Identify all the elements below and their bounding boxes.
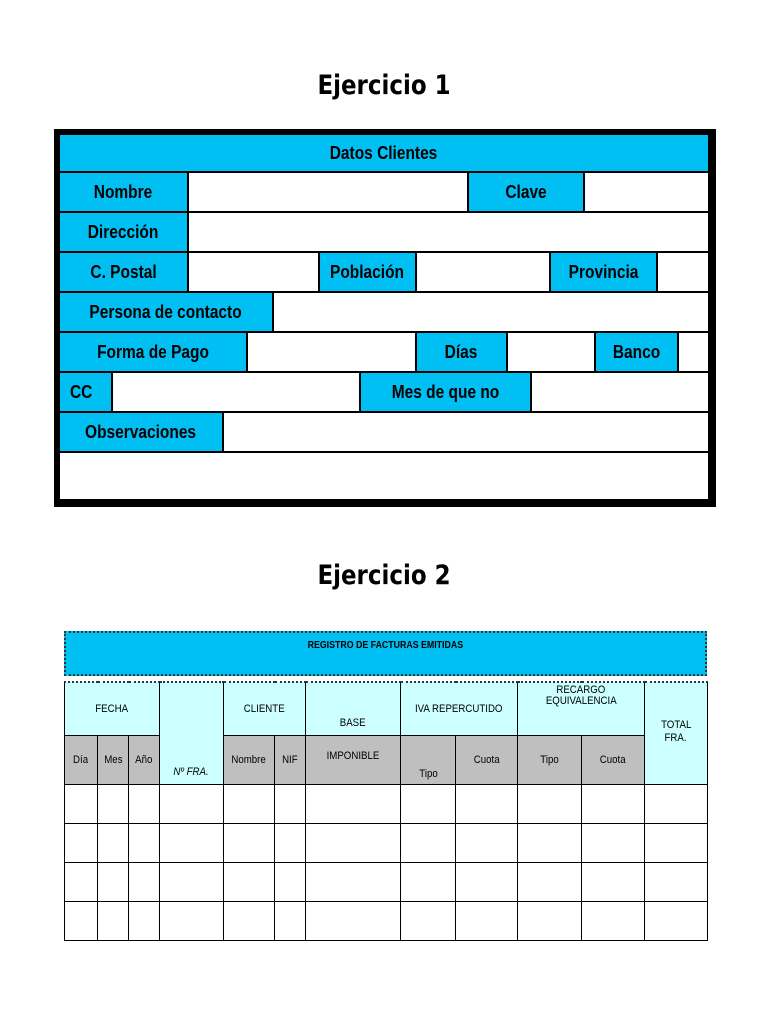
table-cell[interactable] xyxy=(518,784,582,823)
table-cell[interactable] xyxy=(401,862,456,901)
table-cell[interactable] xyxy=(582,823,645,862)
label-poblacion: Población xyxy=(318,251,417,293)
label-banco: Banco xyxy=(594,331,679,373)
banco-field[interactable] xyxy=(677,331,710,373)
label-clave: Clave xyxy=(467,171,585,213)
label-direccion: Dirección xyxy=(58,211,189,253)
table-cell[interactable] xyxy=(306,901,401,940)
label-mes: Mes de que no xyxy=(359,371,532,413)
table-cell[interactable] xyxy=(582,784,645,823)
table-cell[interactable] xyxy=(65,784,98,823)
table-row xyxy=(65,901,708,940)
table-cell[interactable] xyxy=(456,901,518,940)
label-nombre: Nombre xyxy=(58,171,189,213)
table-cell[interactable] xyxy=(518,823,582,862)
poblacion-field[interactable] xyxy=(415,251,551,293)
table-row xyxy=(65,823,708,862)
nombre-field[interactable] xyxy=(187,171,469,213)
col-total-fra: TOTAL FRA. xyxy=(645,682,708,784)
table-cell[interactable] xyxy=(160,901,224,940)
table-cell[interactable] xyxy=(456,784,518,823)
group-fecha: FECHA xyxy=(65,682,160,735)
label-cpostal: C. Postal xyxy=(58,251,189,293)
col-nombre: Nombre xyxy=(224,735,275,784)
table-cell[interactable] xyxy=(306,862,401,901)
table-cell[interactable] xyxy=(582,862,645,901)
register-header: REGISTRO DE FACTURAS EMITIDAS xyxy=(64,631,707,676)
col-nfra: Nº FRA. xyxy=(160,682,224,784)
table-cell[interactable] xyxy=(582,901,645,940)
observaciones-extra-field[interactable] xyxy=(58,451,710,501)
label-contacto: Persona de contacto xyxy=(58,291,274,333)
label-observaciones: Observaciones xyxy=(58,411,224,453)
table-row xyxy=(65,784,708,823)
col-iva-cuota: Cuota xyxy=(456,735,518,784)
table-cell[interactable] xyxy=(224,901,275,940)
table-cell[interactable] xyxy=(224,784,275,823)
table-cell[interactable] xyxy=(129,901,160,940)
table-cell[interactable] xyxy=(518,901,582,940)
mes-field[interactable] xyxy=(530,371,710,413)
table-cell[interactable] xyxy=(275,823,306,862)
col-nif: NIF xyxy=(275,735,306,784)
forma-pago-field[interactable] xyxy=(246,331,417,373)
col-dia: Día xyxy=(65,735,98,784)
table-cell[interactable] xyxy=(98,862,129,901)
table-cell[interactable] xyxy=(65,901,98,940)
table-cell[interactable] xyxy=(160,823,224,862)
table-cell[interactable] xyxy=(275,784,306,823)
col-iva-tipo: Tipo xyxy=(401,735,456,784)
col-imponible: IMPONIBLE xyxy=(306,735,401,784)
table-cell[interactable] xyxy=(129,823,160,862)
table-cell[interactable] xyxy=(98,784,129,823)
contacto-field[interactable] xyxy=(272,291,710,333)
provincia-field[interactable] xyxy=(656,251,710,293)
table-cell[interactable] xyxy=(160,862,224,901)
table-cell[interactable] xyxy=(645,901,708,940)
table-cell[interactable] xyxy=(401,823,456,862)
table-cell[interactable] xyxy=(645,862,708,901)
table-cell[interactable] xyxy=(518,862,582,901)
col-rec-tipo: Tipo xyxy=(518,735,582,784)
table-cell[interactable] xyxy=(224,823,275,862)
group-base: BASE xyxy=(306,682,401,735)
client-data-form xyxy=(54,129,716,507)
table-cell[interactable] xyxy=(645,823,708,862)
label-forma-pago: Forma de Pago xyxy=(58,331,248,373)
form-title: Datos Clientes xyxy=(58,133,710,173)
direccion-field[interactable] xyxy=(187,211,710,253)
table-cell[interactable] xyxy=(224,862,275,901)
label-cc: CC xyxy=(58,371,113,413)
table-cell[interactable] xyxy=(401,901,456,940)
col-anio: Año xyxy=(129,735,160,784)
table-row xyxy=(65,862,708,901)
exercise-1-title: Ejercicio 1 xyxy=(317,70,451,101)
table-cell[interactable] xyxy=(456,862,518,901)
table-cell[interactable] xyxy=(275,901,306,940)
invoice-register-table xyxy=(64,681,708,941)
table-cell[interactable] xyxy=(306,823,401,862)
col-rec-cuota: Cuota xyxy=(582,735,645,784)
group-cliente: CLIENTE xyxy=(224,682,306,735)
table-cell[interactable] xyxy=(129,784,160,823)
clave-field[interactable] xyxy=(583,171,710,213)
table-cell[interactable] xyxy=(401,784,456,823)
table-cell[interactable] xyxy=(98,901,129,940)
group-iva: IVA REPERCUTIDO xyxy=(401,682,518,735)
dias-field[interactable] xyxy=(506,331,596,373)
table-cell[interactable] xyxy=(160,784,224,823)
label-dias: Días xyxy=(415,331,508,373)
table-cell[interactable] xyxy=(98,823,129,862)
label-provincia: Provincia xyxy=(549,251,658,293)
table-cell[interactable] xyxy=(65,823,98,862)
group-recargo: RECARGO EQUIVALENCIA xyxy=(518,682,645,735)
table-cell[interactable] xyxy=(645,784,708,823)
cc-field[interactable] xyxy=(111,371,361,413)
observaciones-field[interactable] xyxy=(222,411,710,453)
table-cell[interactable] xyxy=(65,862,98,901)
col-mes: Mes xyxy=(98,735,129,784)
table-cell[interactable] xyxy=(129,862,160,901)
cpostal-field[interactable] xyxy=(187,251,320,293)
table-cell[interactable] xyxy=(456,823,518,862)
table-cell[interactable] xyxy=(275,862,306,901)
exercise-2-title: Ejercicio 2 xyxy=(317,560,451,591)
table-cell[interactable] xyxy=(306,784,401,823)
